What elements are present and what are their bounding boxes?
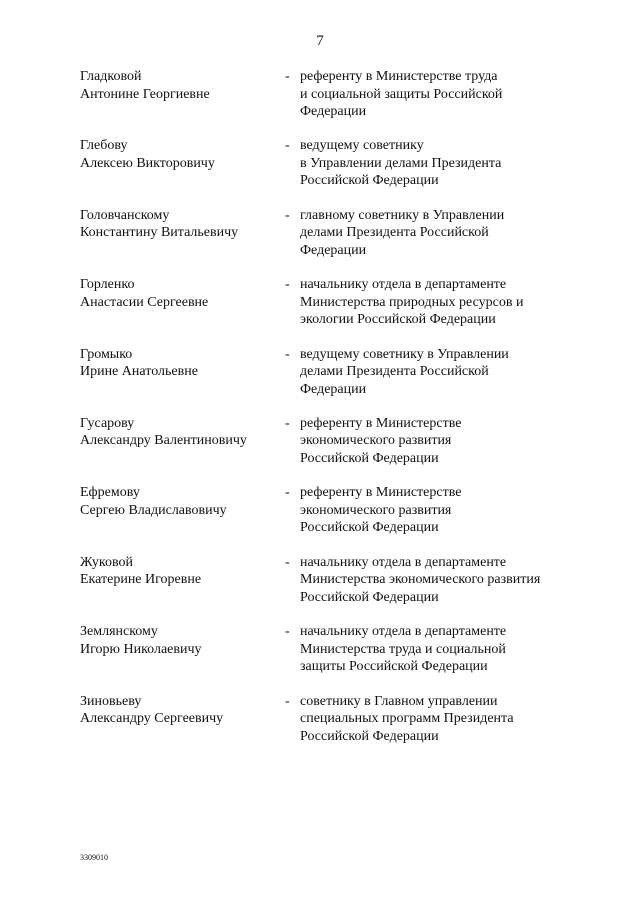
position-line: Федерации — [300, 381, 367, 397]
person-name — [80, 623, 280, 658]
position-line: Министерства природных ресурсов и — [300, 294, 524, 310]
position-line: начальнику отдела в департаменте — [300, 624, 507, 640]
surname: Горленко — [80, 277, 135, 293]
position-title — [300, 415, 600, 468]
surname: Головчанскому — [80, 207, 170, 223]
appointment-entry-10 — [0, 693, 640, 762]
position-title — [300, 693, 600, 746]
position-line: и социальной защиты Российской — [300, 86, 503, 102]
surname: Жуковой — [80, 554, 133, 570]
person-name — [80, 68, 280, 103]
surname: Землянскому — [80, 624, 158, 640]
dash-separator: - — [285, 485, 290, 501]
surname: Гусарову — [80, 415, 135, 431]
position-title — [300, 68, 600, 121]
position-line: Российской Федерации — [300, 450, 439, 466]
position-line: в Управлении делами Президента — [300, 155, 502, 171]
position-line: Министерства экономического развития — [300, 572, 541, 588]
dash-separator: - — [285, 138, 290, 154]
person-name — [80, 276, 280, 311]
given-names: Анастасии Сергеевне — [80, 294, 209, 310]
given-names: Антонине Георгиевне — [80, 86, 210, 102]
position-line: Российской Федерации — [300, 589, 439, 605]
appointment-entry-3 — [0, 207, 640, 276]
given-names: Константину Витальевичу — [80, 225, 239, 241]
position-line: начальнику отдела в департаменте — [300, 277, 507, 293]
position-line: экономического развития — [300, 502, 452, 518]
dash-separator: - — [285, 554, 290, 570]
position-title — [300, 484, 600, 537]
person-name — [80, 484, 280, 519]
appointment-list — [0, 68, 640, 762]
given-names: Сергею Владиславовичу — [80, 502, 227, 518]
person-name — [80, 346, 280, 381]
person-name — [80, 693, 280, 728]
appointment-entry-8 — [0, 554, 640, 623]
position-line: референту в Министерстве — [300, 415, 462, 431]
surname: Зиновьеву — [80, 693, 142, 709]
position-title — [300, 276, 600, 329]
person-name — [80, 554, 280, 589]
document-code: 3309010 — [80, 853, 108, 862]
position-title — [300, 346, 600, 399]
given-names: Игорю Николаевичу — [80, 641, 202, 657]
appointment-entry-7 — [0, 484, 640, 553]
position-line: Российской Федерации — [300, 728, 439, 744]
appointment-entry-5 — [0, 346, 640, 415]
position-line: делами Президента Российской — [300, 364, 489, 380]
position-line: экологии Российской Федерации — [300, 312, 496, 328]
surname: Гладковой — [80, 69, 142, 84]
position-line: ведущему советнику — [300, 138, 424, 154]
position-line: референту в Министерстве труда — [300, 69, 498, 84]
position-line: советнику в Главном управлении — [300, 693, 498, 709]
position-line: Федерации — [300, 104, 367, 119]
dash-separator: - — [285, 69, 290, 84]
dash-separator: - — [285, 277, 290, 293]
position-line: начальнику отдела в департаменте — [300, 554, 507, 570]
position-title — [300, 207, 600, 260]
page-number: 7 — [316, 33, 324, 49]
position-line: Министерства труда и социальной — [300, 641, 506, 657]
position-line: Федерации — [300, 242, 367, 258]
surname: Ефремову — [80, 485, 140, 501]
position-line: Российской Федерации — [300, 520, 439, 536]
given-names: Александру Валентиновичу — [80, 433, 247, 449]
position-line: главному советнику в Управлении — [300, 207, 505, 223]
position-line: делами Президента Российской — [300, 225, 489, 241]
position-line: специальных программ Президента — [300, 711, 514, 727]
appointment-entry-4 — [0, 276, 640, 345]
position-title — [300, 554, 600, 607]
surname: Громыко — [80, 346, 133, 362]
given-names: Алексею Викторовичу — [80, 155, 215, 171]
dash-separator: - — [285, 346, 290, 362]
position-line: защиты Российской Федерации — [300, 659, 488, 675]
position-title — [300, 137, 600, 190]
position-line: референту в Министерстве — [300, 485, 462, 501]
given-names: Александру Сергеевичу — [80, 711, 224, 727]
position-line: ведущему советнику в Управлении — [300, 346, 509, 362]
dash-separator: - — [285, 624, 290, 640]
given-names: Ирине Анатольевне — [80, 364, 198, 380]
person-name — [80, 207, 280, 242]
appointment-entry-6 — [0, 415, 640, 484]
dash-separator: - — [285, 693, 290, 709]
given-names: Екатерине Игоревне — [80, 572, 202, 588]
appointment-entry-2 — [0, 137, 640, 206]
position-title — [300, 623, 600, 676]
person-name — [80, 137, 280, 172]
dash-separator: - — [285, 415, 290, 431]
appointment-entry-1 — [0, 68, 640, 137]
appointment-entry-9 — [0, 623, 640, 692]
position-line: Российской Федерации — [300, 173, 439, 189]
position-line: экономического развития — [300, 433, 452, 449]
surname: Глебову — [80, 138, 128, 154]
person-name — [80, 415, 280, 450]
dash-separator: - — [285, 207, 290, 223]
